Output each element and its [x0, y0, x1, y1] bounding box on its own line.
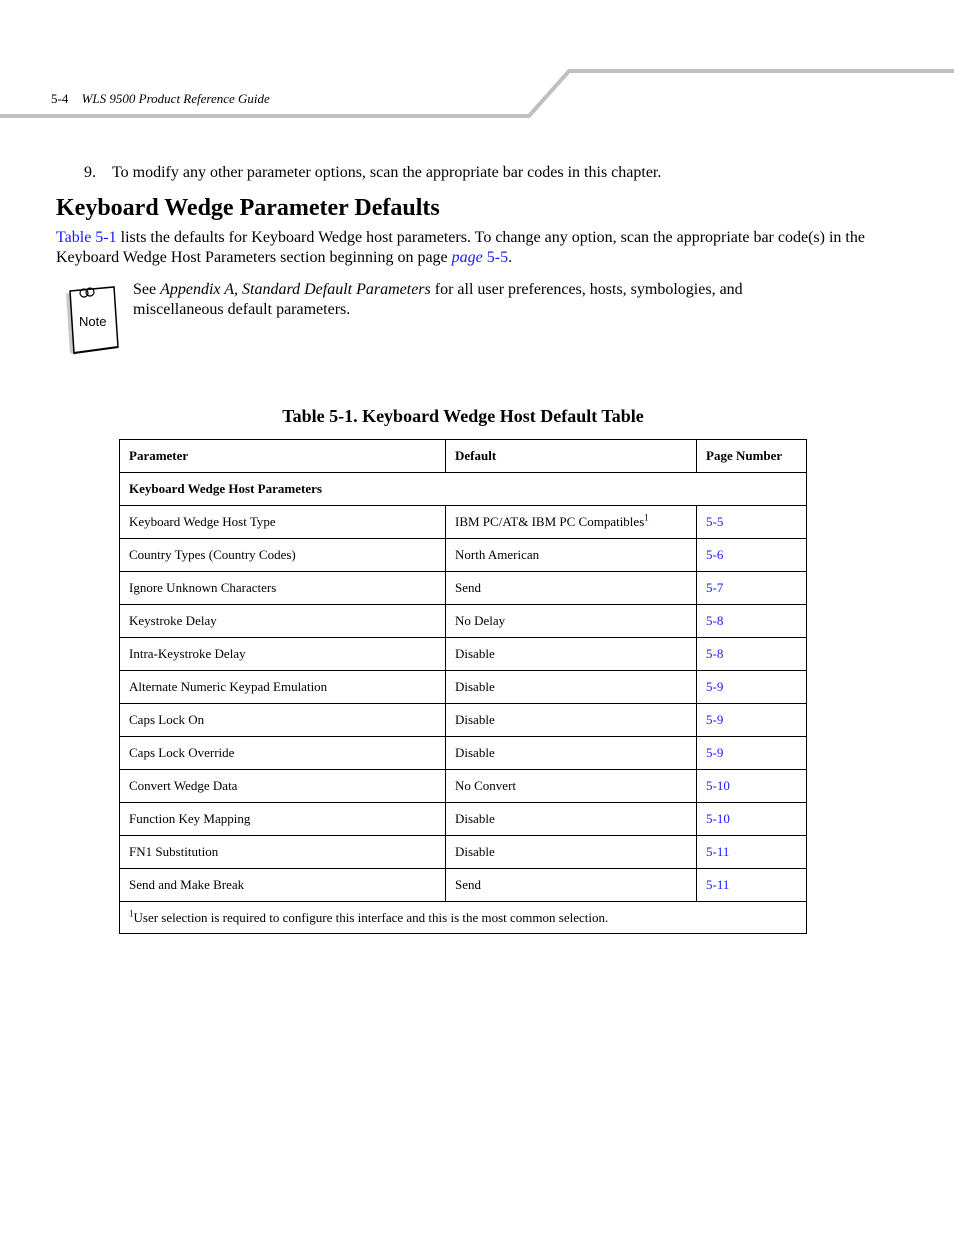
note-text: See Appendix A, Standard Default Parameters for all user preferences, hosts, symbologies, and miscellaneous default parameters.: [133, 281, 743, 318]
header-page-number: Page Number: [697, 440, 807, 473]
table-row: Convert Wedge Data No Convert 5-10: [120, 770, 807, 803]
page-link[interactable]: page 5-5: [451, 249, 509, 266]
footnote-marker: 1: [644, 512, 649, 523]
page-link[interactable]: 5-5: [706, 514, 724, 529]
table-row: Caps Lock On Disable 5-9: [120, 704, 807, 737]
step-number: 9.: [84, 164, 96, 181]
intro-paragraph: Table 5-1 lists the defaults for Keyboard Wedge host parameters. To change any option, scan the appropriate bar code(s) in the Keyboard Wedge Host Parameters section beginning on page page 5-5.: [56, 229, 865, 266]
header-parameter: Parameter: [120, 440, 446, 473]
table-row: Country Types (Country Codes) North American 5-6: [120, 539, 807, 572]
page-link[interactable]: 5-8: [706, 646, 724, 661]
table-row: Ignore Unknown Characters Send 5-7: [120, 572, 807, 605]
header-rule: [0, 0, 954, 130]
table-row: Intra-Keystroke Delay Disable 5-8: [120, 638, 807, 671]
note-icon: [62, 283, 122, 357]
table-header-row: [120, 440, 807, 473]
appendix-reference: Appendix A, Standard Default Parameters: [160, 281, 431, 298]
header-default: Default: [446, 440, 697, 473]
table-row: FN1 Substitution Disable 5-11: [120, 836, 807, 869]
step-item: [84, 164, 661, 182]
defaults-table: [119, 439, 807, 934]
table-row: Caps Lock Override Disable 5-9: [120, 737, 807, 770]
page-link[interactable]: 5-9: [706, 712, 724, 727]
page-link[interactable]: 5-11: [706, 844, 730, 859]
table-footnote: $^1$User selection is required to configure this interface and this is the most common selection.: [120, 902, 807, 934]
guide-title: WLS 9500 Product Reference Guide: [81, 91, 270, 106]
table-row: Keyboard Wedge Host Type IBM PC/AT& IBM PC Compatibles$^1$ 5-5: [120, 506, 807, 539]
page-link[interactable]: 5-6: [706, 547, 724, 562]
table-section-row: [120, 473, 807, 506]
table-row: Send and Make Break Send 5-11: [120, 869, 807, 902]
table-row: Alternate Numeric Keypad Emulation Disable 5-9: [120, 671, 807, 704]
page-link[interactable]: 5-10: [706, 778, 730, 793]
table-caption: Table 5-1. Keyboard Wedge Host Default Table: [282, 406, 644, 426]
table-footnote-row: [120, 902, 807, 934]
page-link[interactable]: 5-10: [706, 811, 730, 826]
section-label: Keyboard Wedge Host Parameters: [120, 473, 807, 506]
step-text: To modify any other parameter options, scan the appropriate bar codes in this chapter.: [112, 164, 662, 181]
table-row: Function Key Mapping Disable 5-10: [120, 803, 807, 836]
page-link[interactable]: 5-9: [706, 679, 724, 694]
page-number: 5-4: [51, 91, 69, 106]
running-head: [51, 91, 270, 107]
page-link[interactable]: 5-9: [706, 745, 724, 760]
page-link[interactable]: 5-7: [706, 580, 724, 595]
svg-text:Note: Note: [79, 314, 107, 329]
page-link[interactable]: 5-8: [706, 613, 724, 628]
section-heading: Keyboard Wedge Parameter Defaults: [56, 195, 440, 221]
table-link[interactable]: Table 5-1: [56, 229, 117, 246]
table-row: Keystroke Delay No Delay 5-8: [120, 605, 807, 638]
page-link[interactable]: 5-11: [706, 877, 730, 892]
